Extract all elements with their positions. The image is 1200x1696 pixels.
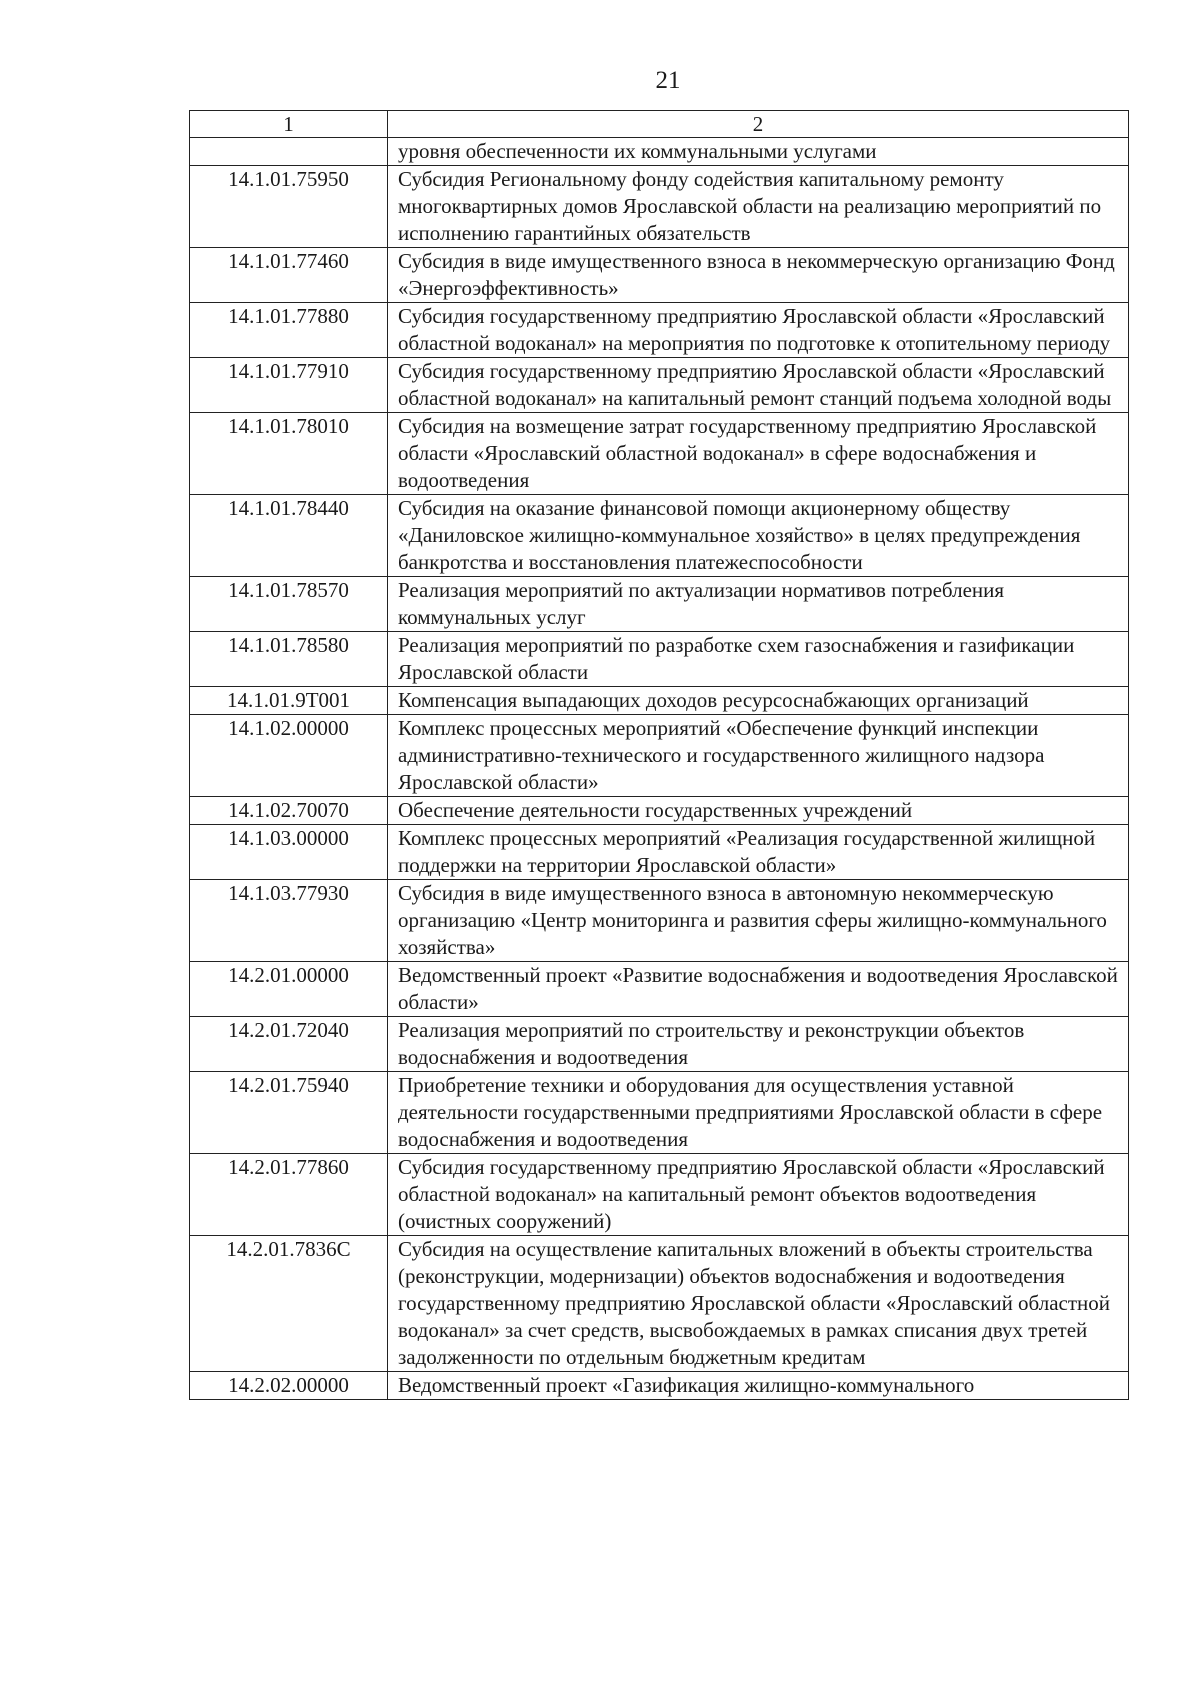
table-header-row — [190, 111, 1129, 138]
row-code: 14.1.02.00000 — [190, 715, 388, 797]
row-code: 14.2.01.75940 — [190, 1072, 388, 1154]
row-code: 14.1.02.70070 — [190, 797, 388, 825]
table-row — [190, 632, 1129, 687]
row-description: уровня обеспеченности их коммунальными услугами — [388, 138, 1129, 166]
row-code: 14.2.01.77860 — [190, 1154, 388, 1236]
row-code: 14.1.01.77460 — [190, 248, 388, 303]
row-description: Ведомственный проект «Газификация жилищно-коммунального — [388, 1372, 1129, 1400]
table-row — [190, 1236, 1129, 1372]
row-description: Приобретение техники и оборудования для осуществления уставной деятельности государственными предприятиями Ярославской области в сфере водоснабжения и водоотведения — [388, 1072, 1129, 1154]
table-row — [190, 1017, 1129, 1072]
row-code: 14.1.01.9Т001 — [190, 687, 388, 715]
row-description: Обеспечение деятельности государственных учреждений — [388, 797, 1129, 825]
row-description: Субсидия государственному предприятию Ярославской области «Ярославский областной водоканал» на мероприятия по подготовке к отопительному периоду — [388, 303, 1129, 358]
table-row — [190, 166, 1129, 248]
page-number: 21 — [655, 67, 681, 94]
row-description: Субсидия на осуществление капитальных вложений в объекты строительства (реконструкции, модернизации) объектов водоснабжения и водоотведения государственному предприятию Ярославской области «Ярославский областной водоканал» за счет средств, высвобождаемых в рамках списания двух третей задолженности по отдельным бюджетным кредитам — [388, 1236, 1129, 1372]
row-description: Субсидия Региональному фонду содействия капитальному ремонту многоквартирных домов Ярославской области на реализацию мероприятий по исполнению гарантийных обязательств — [388, 166, 1129, 248]
table-row — [190, 1372, 1129, 1400]
column-header-2: 2 — [388, 111, 1129, 138]
row-description: Субсидия государственному предприятию Ярославской области «Ярославский областной водоканал» на капитальный ремонт станций подъема холодной воды — [388, 358, 1129, 413]
row-code: 14.1.03.77930 — [190, 880, 388, 962]
table-row — [190, 880, 1129, 962]
row-description: Субсидия на оказание финансовой помощи акционерному обществу «Даниловское жилищно-коммунальное хозяйство» в целях предупреждения банкротства и восстановления платежеспособности — [388, 495, 1129, 577]
table-row — [190, 825, 1129, 880]
row-code: 14.1.01.77910 — [190, 358, 388, 413]
row-description: Субсидия в виде имущественного взноса в автономную некоммерческую организацию «Центр мониторинга и развития сферы жилищно-коммунального хозяйства» — [388, 880, 1129, 962]
row-code: 14.2.01.7836С — [190, 1236, 388, 1372]
row-code: 14.1.01.78580 — [190, 632, 388, 687]
column-header-1: 1 — [190, 111, 388, 138]
row-code: 14.1.01.78010 — [190, 413, 388, 495]
table-row — [190, 138, 1129, 166]
table-row — [190, 495, 1129, 577]
row-description: Субсидия в виде имущественного взноса в некоммерческую организацию Фонд «Энергоэффективность» — [388, 248, 1129, 303]
row-code: 14.2.02.00000 — [190, 1372, 388, 1400]
table-row — [190, 962, 1129, 1017]
table-row — [190, 797, 1129, 825]
row-description: Ведомственный проект «Развитие водоснабжения и водоотведения Ярославской области» — [388, 962, 1129, 1017]
table-row — [190, 358, 1129, 413]
row-description: Субсидия на возмещение затрат государственному предприятию Ярославской области «Ярославский областной водоканал» в сфере водоснабжения и водоотведения — [388, 413, 1129, 495]
row-description: Комплекс процессных мероприятий «Обеспечение функций инспекции административно-технического и государственного жилищного надзора Ярославской области» — [388, 715, 1129, 797]
row-code: 14.1.01.77880 — [190, 303, 388, 358]
table-row — [190, 687, 1129, 715]
row-description: Реализация мероприятий по актуализации нормативов потребления коммунальных услуг — [388, 577, 1129, 632]
row-code: 14.1.01.78440 — [190, 495, 388, 577]
table-row — [190, 715, 1129, 797]
table-row — [190, 248, 1129, 303]
row-code: 14.1.01.78570 — [190, 577, 388, 632]
row-description: Реализация мероприятий по строительству и реконструкции объектов водоснабжения и водоотведения — [388, 1017, 1129, 1072]
row-code: 14.2.01.00000 — [190, 962, 388, 1017]
row-code: 14.2.01.72040 — [190, 1017, 388, 1072]
row-code — [190, 138, 388, 166]
row-description: Компенсация выпадающих доходов ресурсоснабжающих организаций — [388, 687, 1129, 715]
row-description: Реализация мероприятий по разработке схем газоснабжения и газификации Ярославской области — [388, 632, 1129, 687]
row-description: Субсидия государственному предприятию Ярославской области «Ярославский областной водоканал» на капитальный ремонт объектов водоотведения (очистных сооружений) — [388, 1154, 1129, 1236]
table-row — [190, 577, 1129, 632]
row-code: 14.1.03.00000 — [190, 825, 388, 880]
table-row — [190, 1154, 1129, 1236]
row-description: Комплекс процессных мероприятий «Реализация государственной жилищной поддержки на территории Ярославской области» — [388, 825, 1129, 880]
table-row — [190, 413, 1129, 495]
table-row — [190, 1072, 1129, 1154]
row-code: 14.1.01.75950 — [190, 166, 388, 248]
table-row — [190, 303, 1129, 358]
budget-code-table — [189, 110, 1129, 1400]
